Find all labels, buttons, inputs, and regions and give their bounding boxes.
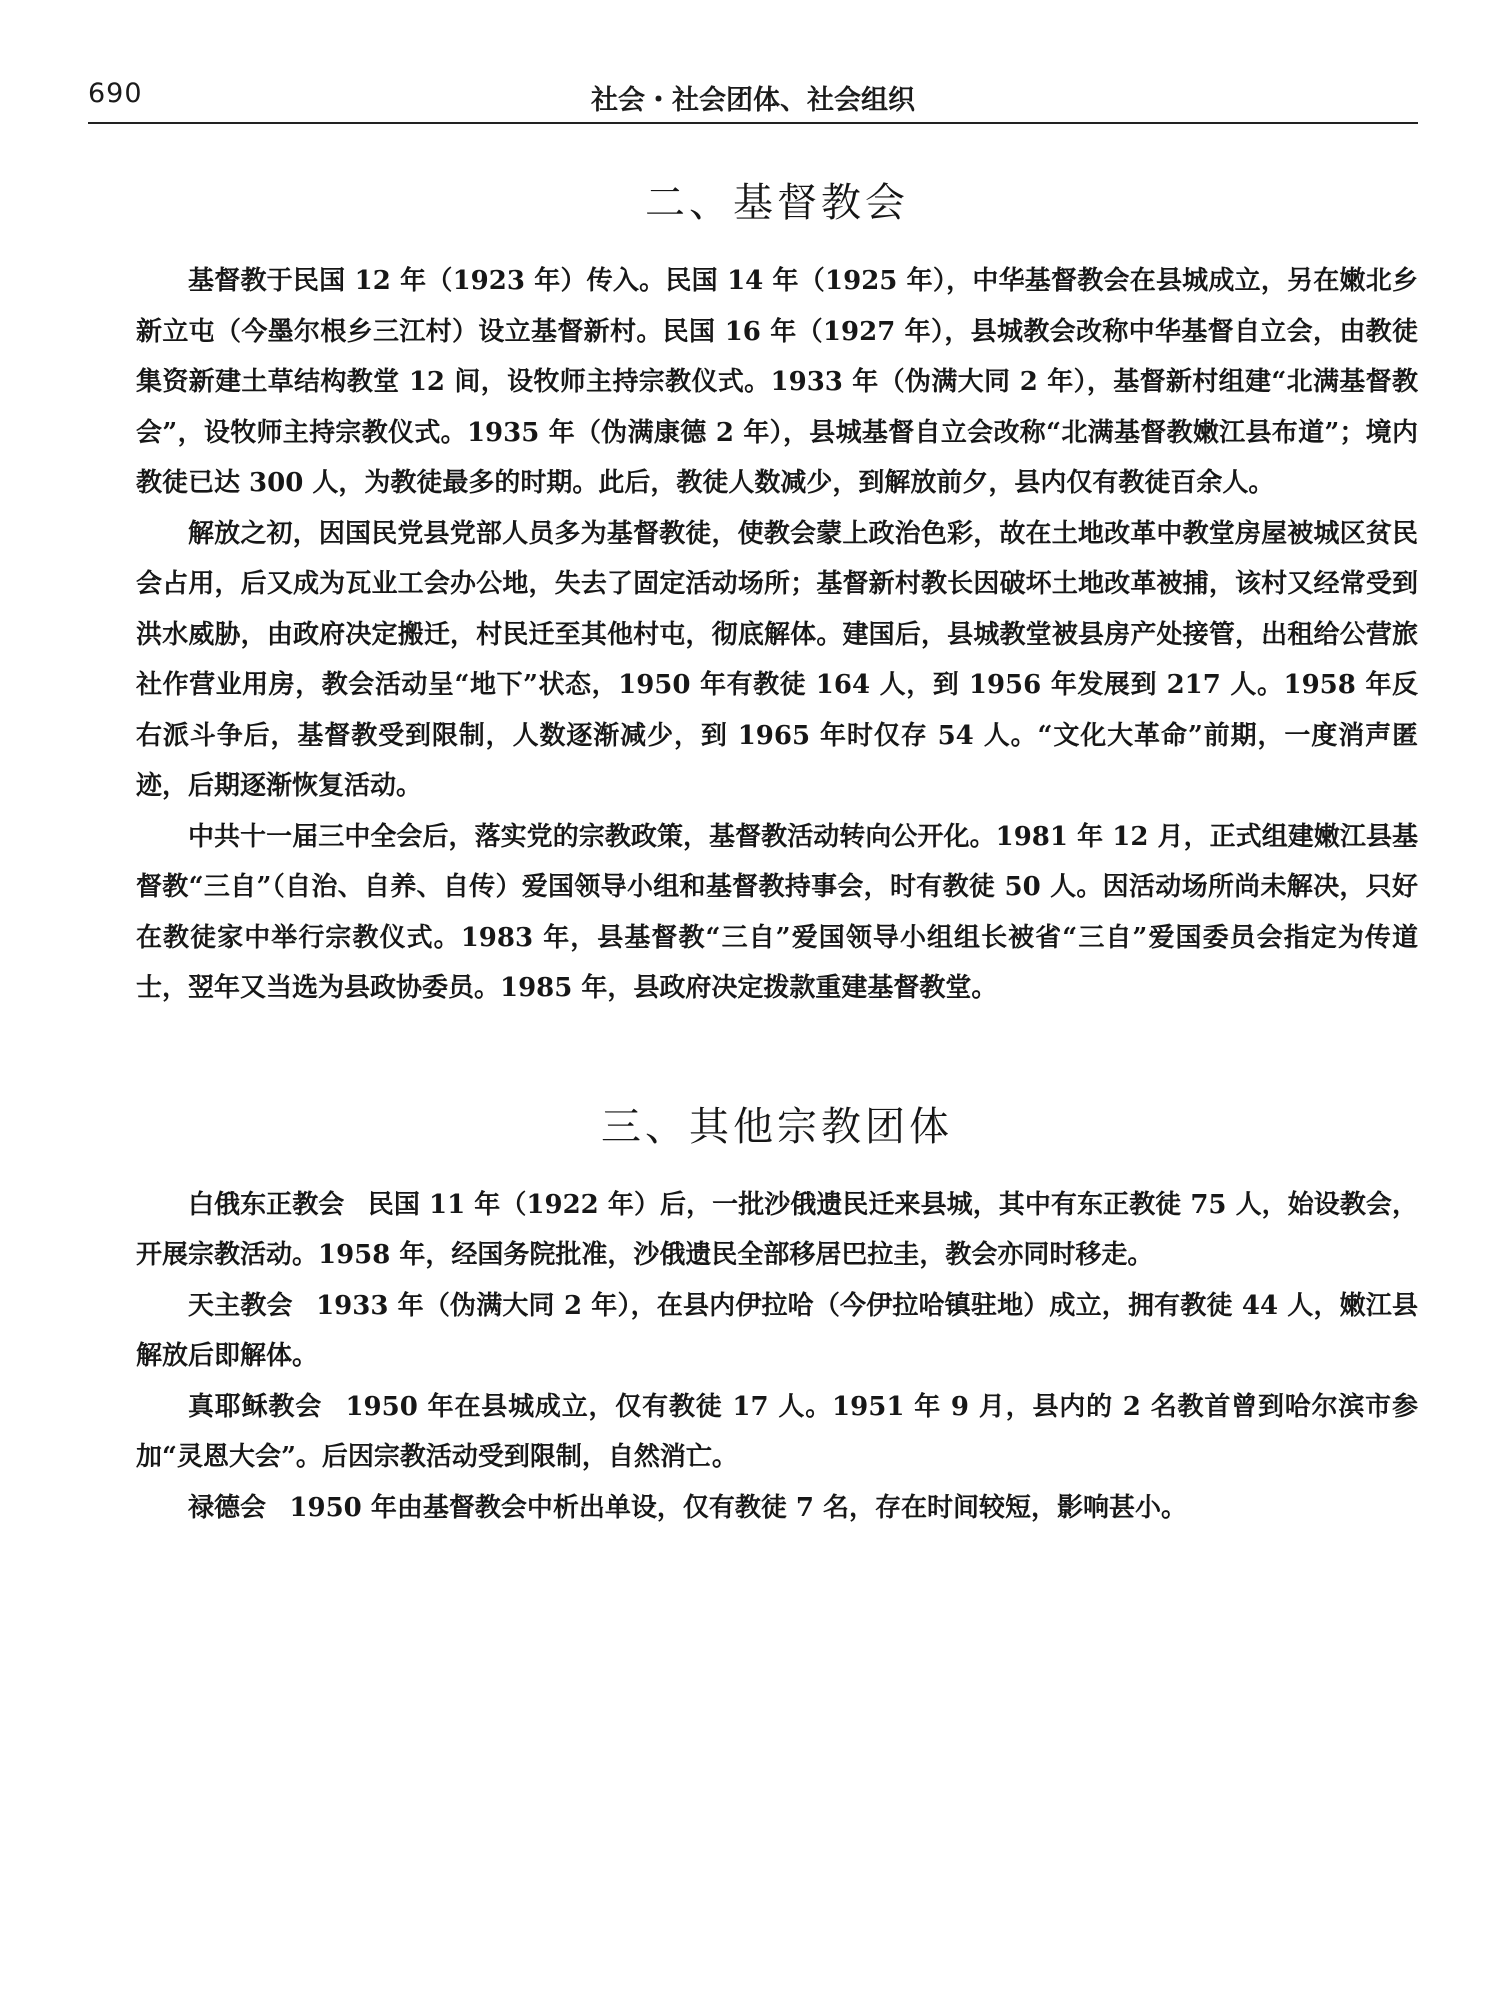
section-heading: 二、基督教会 [645, 180, 909, 226]
entry-term: 天主教会 [188, 1290, 293, 1321]
header-rule [88, 122, 1418, 124]
section-other-religious-groups [136, 1074, 1418, 1534]
entry-term: 真耶稣教会 [188, 1391, 323, 1422]
running-header [88, 70, 1418, 120]
paragraph: 中共十一届三中全会后，落实党的宗教政策，基督教活动转向公开化。1981 年 12 月，正式组建嫩江县基督教“三自”（自治、自养、自传）爱国领导小组和基督教持事会，时有教徒 50 人。因活动场所尚未解决，只好在教徒家中举行宗教仪式。1983 年，县基督教“三自”爱国领导小组组长被省“三自”爱国委员会指定为传道士，翌年又当选为县政协委员。1985 年，县政府决定拨款重建基督教堂。 [136, 821, 1418, 1003]
page-number: 690 [88, 78, 143, 109]
entry-text: 民国 11 年（1922 年）后，一批沙俄遗民迁来县城，其中有东正教徒 75 人，始设教会，开展宗教活动。1958 年，经国务院批准，沙俄遗民全部移居巴拉圭，教会亦同时移走。 [136, 1189, 1418, 1270]
entry-text: 1950 年由基督教会中析出单设，仅有教徒 7 名，存在时间较短，影响甚小。 [289, 1492, 1188, 1523]
entry-term: 白俄东正教会 [188, 1189, 345, 1220]
entry-term: 禄德会 [188, 1492, 267, 1523]
paragraph: 基督教于民国 12 年（1923 年）传入。民国 14 年（1925 年），中华基督教会在县城成立，另在嫩北乡新立屯（今墨尔根乡三江村）设立基督新村。民国 16 年（1927 年），县城教会改称中华基督自立会，由教徒集资新建土草结构教堂 12 间，设牧师主持宗教仪式。1933 年（伪满大同 2 年），基督新村组建“北满基督教会”，设牧师主持宗教仪式。1935 年（伪满康德 2 年），县城基督自立会改称“北满基督教嫩江县布道”；境内教徒已达 300 人，为教徒最多的时期。此后，教徒人数减少，到解放前夕，县内仅有教徒百余人。 [136, 266, 1418, 498]
section-heading: 三、其他宗教团体 [601, 1103, 953, 1150]
entry-paragraph [136, 1483, 1418, 1534]
paragraph: 解放之初，因国民党县党部人员多为基督教徒，使教会蒙上政治色彩，故在土地改革中教堂房屋被城区贫民会占用，后又成为瓦业工会办公地，失去了固定活动场所；基督新村教长因破坏土地改革被捕，该村又经常受到洪水威胁，由政府决定搬迁，村民迁至其他村屯，彻底解体。建国后，县城教堂被县房产处接管，出租给公营旅社作营业用房，教会活动呈“地下”状态，1950 年有教徒 164 人，到 1956 年发展到 217 人。1958 年反右派斗争后，基督教受到限制，人数逐渐减少，到 1965 年时仅存 54 人。“文化大革命”前期，一度消声匿迹，后期逐渐恢复活动。 [136, 518, 1418, 801]
entry-text: 1950 年在县城成立，仅有教徒 17 人。1951 年 9 月，县内的 2 名教首曾到哈尔滨市参加“灵恩大会”。后因宗教活动受到限制，自然消亡。 [136, 1391, 1418, 1472]
entry-paragraph [136, 1180, 1418, 1281]
entry-paragraph [136, 1281, 1418, 1382]
page-body [136, 150, 1418, 1533]
entry-text: 1933 年（伪满大同 2 年），在县内伊拉哈（今伊拉哈镇驻地）成立，拥有教徒 44 人，嫩江县解放后即解体。 [136, 1290, 1418, 1371]
entry-paragraph [136, 1382, 1418, 1483]
section-christianity [136, 150, 1418, 1014]
running-title: 社会・社会团体、社会组织 [591, 85, 915, 116]
